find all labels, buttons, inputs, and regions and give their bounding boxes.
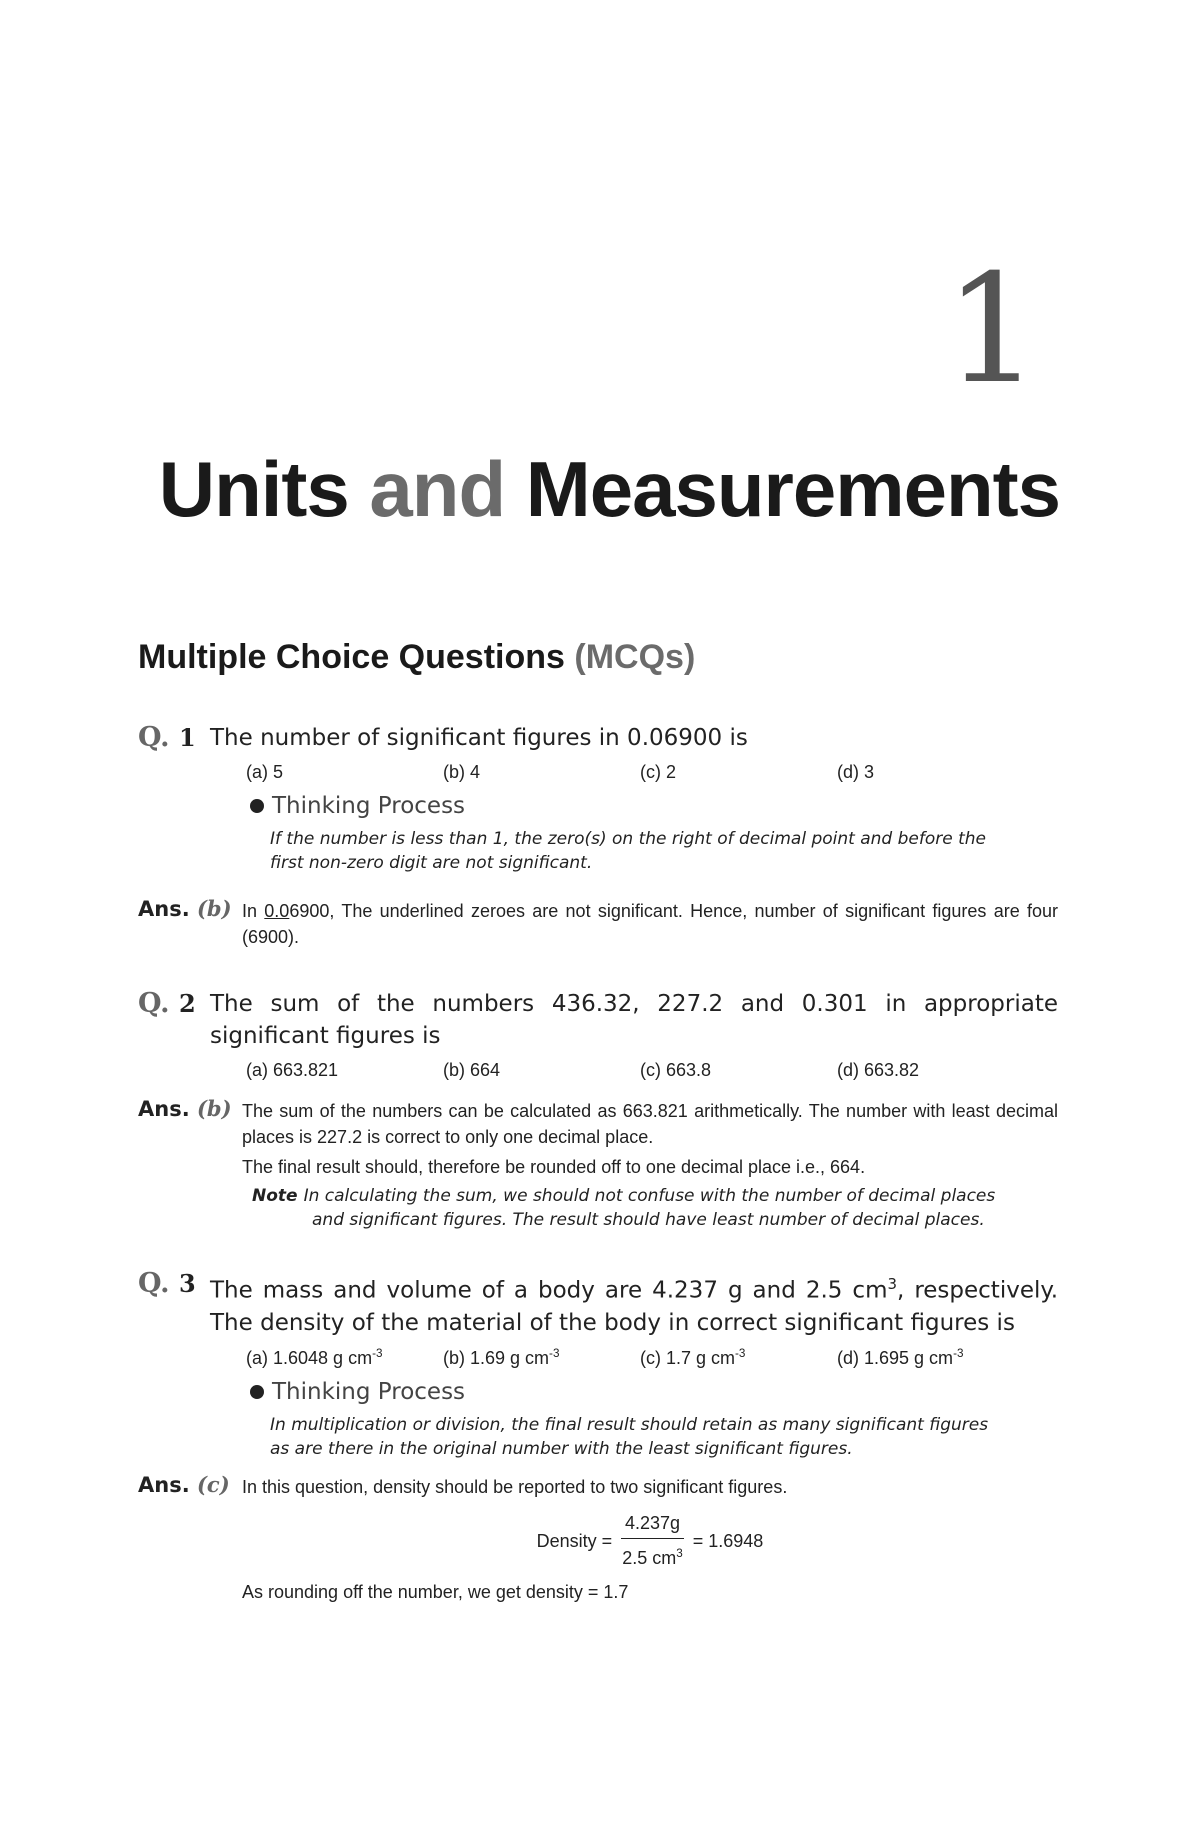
- thinking-process-heading: [250, 793, 1058, 819]
- section-title: [138, 640, 695, 674]
- question-2-label: [138, 988, 196, 1020]
- answer-3-body: [138, 1474, 1058, 1605]
- answer-2-text-1: The sum of the numbers can be calculated as 663.821 arithmetically. The number with least decimal places is 227.2 is correct to only one decimal place.: [242, 1101, 1058, 1147]
- question-3-label: [138, 1268, 196, 1300]
- question-3: [138, 1268, 1058, 1461]
- answer-1-pre: In: [242, 901, 265, 921]
- thinking-process-title: Thinking Process: [272, 793, 466, 819]
- thinking-process-text: If the number is less than 1, the zero(s) on the right of decimal point and before the first non-zero digit are not significant.: [270, 829, 986, 873]
- option-b: [443, 1347, 640, 1369]
- option-d-sup: -3: [953, 1346, 964, 1360]
- question-1-line: [138, 722, 1058, 754]
- question-3-text-part2: , respectively. The density of the material of the body in correct significant figures is: [210, 1277, 1058, 1336]
- option-c: (c) 663.8: [640, 1060, 712, 1080]
- answer-3: [138, 1474, 1058, 1605]
- question-3-options: [246, 1347, 1058, 1369]
- option-c-sup: -3: [735, 1346, 746, 1360]
- answer-1-post: 6900, The underlined zeroes are not significant. Hence, number of significant figures are four (6900).: [242, 901, 1058, 947]
- chapter-title-part2: and: [369, 445, 506, 533]
- thinking-process-title: Thinking Process: [272, 1378, 466, 1405]
- note-line-1: In calculating the sum, we should not confuse with the number of decimal places: [303, 1186, 996, 1206]
- option-b-sup: -3: [549, 1346, 560, 1360]
- answer-2: [138, 1098, 1058, 1232]
- question-label-q: Q.: [138, 1268, 170, 1299]
- question-3-text-part1: The mass and volume of a body are 4.237 g and 2.5 cm: [210, 1277, 888, 1304]
- note-line-2: and significant figures. The result should have least number of decimal places.: [312, 1210, 985, 1230]
- question-1-label: [138, 722, 196, 754]
- section-title-abbr: (MCQs): [574, 638, 696, 676]
- answer-3-text-1: In this question, density should be reported to two significant figures.: [242, 1477, 788, 1497]
- option-a-sup: -3: [372, 1346, 383, 1360]
- answer-label: [138, 896, 232, 922]
- answer-1: [138, 898, 1058, 950]
- bullet-icon: [250, 799, 264, 813]
- note: [252, 1184, 1058, 1232]
- option-d-text: (d) 1.695 g cm: [837, 1347, 954, 1368]
- question-2-line: [138, 988, 1058, 1052]
- formula-denominator: [618, 1539, 687, 1571]
- question-1-number: 1: [178, 723, 196, 752]
- note-label: Note: [252, 1186, 298, 1206]
- question-2: [138, 988, 1058, 1081]
- formula-denominator-sup: 3: [676, 1547, 683, 1560]
- answer-label: [138, 1096, 232, 1122]
- question-3-text-sup: 3: [887, 1275, 897, 1293]
- chapter-title: [0, 445, 1060, 533]
- question-label-q: Q.: [138, 722, 170, 753]
- question-2-text: The sum of the numbers 436.32, 227.2 and 0.301 in appropriate significant figures is: [210, 991, 1058, 1049]
- answer-1-text: [242, 898, 1058, 950]
- thinking-process-text: In multiplication or division, the final result should retain as many significant figures as are there in the original number with the least significant figures.: [270, 1414, 989, 1459]
- density-formula: [242, 1510, 1058, 1571]
- option-a-text: (a) 1.6048 g cm: [246, 1347, 373, 1368]
- formula-numerator: 4.237g: [621, 1510, 684, 1539]
- question-1-text: The number of significant figures in 0.06900 is: [210, 725, 748, 751]
- option-a: (a) 663.821: [246, 1060, 339, 1080]
- answer-1-body: [138, 898, 1058, 950]
- option-d: (d) 663.82: [837, 1060, 920, 1080]
- question-1: [138, 722, 1058, 875]
- question-label-q: Q.: [138, 988, 170, 1019]
- answer-2-body: [138, 1098, 1058, 1232]
- option-a: [246, 1347, 443, 1369]
- answer-option: (b): [197, 1096, 232, 1121]
- thinking-process-heading: [250, 1379, 1058, 1405]
- ans-word: Ans.: [138, 897, 190, 921]
- question-3-number: 3: [178, 1269, 196, 1298]
- formula-lhs: Density =: [536, 1530, 613, 1551]
- option-b: (b) 4: [443, 762, 481, 782]
- option-c-text: (c) 1.7 g cm: [640, 1347, 736, 1368]
- chapter-number: 1: [944, 243, 1040, 417]
- option-d: (d) 3: [837, 762, 875, 782]
- question-2-number: 2: [178, 989, 196, 1018]
- ans-word: Ans.: [138, 1473, 190, 1497]
- ans-word: Ans.: [138, 1097, 190, 1121]
- option-b: (b) 664: [443, 1060, 501, 1080]
- question-3-text: [210, 1268, 1058, 1339]
- section-title-main: Multiple Choice Questions: [138, 638, 565, 676]
- option-b-text: (b) 1.69 g cm: [443, 1347, 550, 1368]
- question-1-options: [246, 762, 1058, 783]
- chapter-title-part3: Measurements: [525, 445, 1060, 533]
- option-a: (a) 5: [246, 762, 284, 782]
- formula-denominator-text: 2.5 cm: [622, 1548, 677, 1568]
- answer-1-underlined: 0.0: [264, 901, 290, 921]
- formula-fraction: [618, 1510, 687, 1571]
- option-c: (c) 2: [640, 762, 676, 782]
- option-c: [640, 1347, 837, 1369]
- answer-label: [138, 1472, 230, 1498]
- answer-option: (b): [197, 896, 232, 921]
- formula-rhs: = 1.6948: [692, 1530, 764, 1551]
- question-3-line: [138, 1268, 1058, 1339]
- answer-3-text-2: As rounding off the number, we get density = 1.7: [242, 1582, 629, 1602]
- answer-2-text-2: The final result should, therefore be rounded off to one decimal place i.e., 664.: [242, 1157, 866, 1177]
- chapter-title-part1: Units: [158, 445, 349, 533]
- option-d: [837, 1347, 1034, 1369]
- question-2-options: [246, 1060, 1058, 1081]
- answer-option: (c): [197, 1472, 230, 1497]
- bullet-icon: [250, 1385, 264, 1399]
